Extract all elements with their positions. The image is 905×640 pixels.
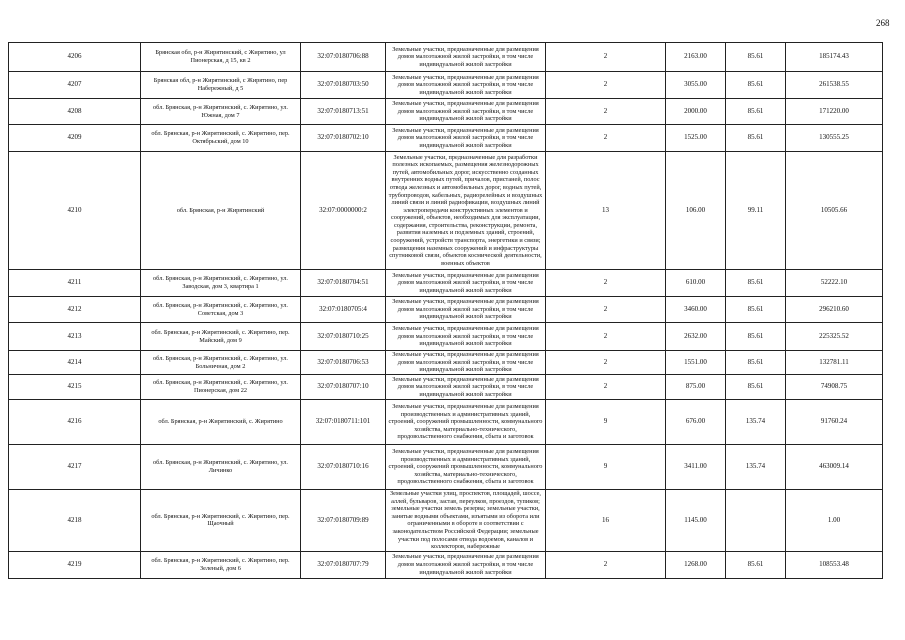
address-cell: обл. Брянская, р-н Жирятинский, с. Жирятино, пер. Октябрьский, дом 10 [141,125,301,152]
cadastral-number: 32:07:0000000:2 [301,152,386,270]
row-number: 4217 [9,445,141,490]
page-number: 268 [876,18,890,28]
table-row [9,445,883,490]
rate-value: 85.61 [726,297,786,323]
row-number: 4206 [9,43,141,72]
land-use-code: 2 [546,551,666,578]
area-value: 106.00 [666,152,726,270]
address-cell: обл. Брянская, р-н Жирятинский, с. Жирятино, ул. Личинко [141,445,301,490]
row-number: 4218 [9,490,141,552]
cadastral-value: 463009.14 [786,445,883,490]
rate-value: 135.74 [726,445,786,490]
land-use-code: 2 [546,125,666,152]
cadastral-number: 32:07:0180713:51 [301,99,386,125]
address-cell: обл. Брянская, р-н Жирятинский, с. Жирятино, ул. Заводская, дом 3, квартира 1 [141,270,301,297]
address-cell: обл. Брянская, р-н Жирятинский, с. Жирятино, пер. Зеленый, дом 6 [141,551,301,578]
rate-value: 85.61 [726,270,786,297]
land-use-description: Земельные участки, предназначенные для размещения домов малоэтажной жилой застройки, в том числе индивидуальной жилой застройки [386,551,546,578]
row-number: 4219 [9,551,141,578]
cadastral-number: 32:07:0180706:53 [301,351,386,375]
address-cell: обл. Брянская, р-н Жирятинский, с. Жирятино, ул. Южная, дом 7 [141,99,301,125]
rate-value: 85.61 [726,72,786,99]
area-value: 676.00 [666,400,726,445]
area-value: 2000.00 [666,99,726,125]
cadastral-number: 32:07:0180709:89 [301,490,386,552]
cadastral-number: 32:07:0180705:4 [301,297,386,323]
cadastral-number: 32:07:0180710:25 [301,323,386,351]
land-use-code: 16 [546,490,666,552]
cadastral-value: 261538.55 [786,72,883,99]
rate-value: 85.61 [726,375,786,400]
table-row [9,125,883,152]
area-value: 1145.00 [666,490,726,552]
cadastral-value: 108553.48 [786,551,883,578]
area-value: 1551.00 [666,351,726,375]
rate-value: 85.61 [726,323,786,351]
table-row [9,375,883,400]
area-value: 1525.00 [666,125,726,152]
table-row [9,99,883,125]
table-row [9,490,883,552]
land-use-description: Земельные участки, предназначенные для размещения домов малоэтажной жилой застройки, в том числе индивидуальной жилой застройки [386,270,546,297]
area-value: 3055.00 [666,72,726,99]
cadastral-number: 32:07:0180707:10 [301,375,386,400]
land-use-code: 2 [546,99,666,125]
cadastral-value: 296210.60 [786,297,883,323]
rate-value: 85.61 [726,551,786,578]
rate-value: 135.74 [726,400,786,445]
address-cell: обл. Брянская, р-н Жирятинский, с. Жирятино, пер. Щаочный [141,490,301,552]
cadastral-value: 1.00 [786,490,883,552]
rate-value [726,490,786,552]
cadastral-value: 132781.11 [786,351,883,375]
row-number: 4215 [9,375,141,400]
land-use-description: Земельные участки улиц, проспектов, площадей, шоссе, аллей, бульваров, застав, переулков, проездов, тупиков; земельные участки земель резерва; земельные участки, занятые водными объектами, изъятыми из оборота или ограниченными в обороте в соответствии с законодательством Российской Федерации; земельные участки под полосами отвода водоемов, каналов и коллекторов, набережные [386,490,546,552]
land-use-code: 2 [546,270,666,297]
land-use-code: 2 [546,297,666,323]
cadastral-value: 185174.43 [786,43,883,72]
table-row [9,323,883,351]
rate-value: 85.61 [726,43,786,72]
land-use-description: Земельные участки, предназначенные для размещения домов малоэтажной жилой застройки, в том числе индивидуальной жилой застройки [386,43,546,72]
table-row [9,551,883,578]
land-use-description: Земельные участки, предназначенные для размещения домов малоэтажной жилой застройки, в том числе индивидуальной жилой застройки [386,297,546,323]
cadastral-number: 32:07:0180711:101 [301,400,386,445]
land-use-description: Земельные участки, предназначенные для разработки полезных ископаемых, размещения железнодорожных путей, автомобильных дорог, искусственно созданных внутренних водных путей, причалов, пристаней, полос отвода железных и автомобильных дорог, водных путей, трубопроводов, кабельных, радиорелейных и воздушных линий связи и линий радиофикации, воздушных линий электропередачи конструктивных элементов и сооружений, объектов, необходимых для эксплуатации, содержания, строительства, реконструкции, ремонта, развития наземных и подземных зданий, строений, сооружений, устройств транспорта, энергетики и связи; размещения наземных сооружений и инфраструктуры спутниковой связи, объектов космической деятельности, военных объектов [386,152,546,270]
land-use-code: 13 [546,152,666,270]
cadastral-number: 32:07:0180707:79 [301,551,386,578]
land-use-description: Земельные участки, предназначенные для размещения домов малоэтажной жилой застройки, в том числе индивидуальной жилой застройки [386,375,546,400]
cadastral-value: 171220.00 [786,99,883,125]
address-cell: обл. Брянская, р-н Жирятинский, с. Жирятино, ул. Пионерская, дом 22 [141,375,301,400]
cadastral-number: 32:07:0180710:16 [301,445,386,490]
cadastral-value: 225325.52 [786,323,883,351]
cadastral-number: 32:07:0180706:88 [301,43,386,72]
area-value: 2632.00 [666,323,726,351]
table-row [9,297,883,323]
table-row [9,351,883,375]
area-value: 2163.00 [666,43,726,72]
area-value: 610.00 [666,270,726,297]
address-cell: обл. Брянская, р-н Жирятинский, с. Жирятино, пер. Майский, дом 9 [141,323,301,351]
land-use-code: 2 [546,351,666,375]
address-cell: Брянская обл, р-н Жирятинский, с Жирятино, ул Пионерская, д 15, кв 2 [141,43,301,72]
area-value: 1268.00 [666,551,726,578]
cadastral-value: 10505.66 [786,152,883,270]
cadastral-value: 52222.10 [786,270,883,297]
table-row [9,152,883,270]
row-number: 4210 [9,152,141,270]
land-use-description: Земельные участки, предназначенные для размещения домов малоэтажной жилой застройки, в том числе индивидуальной жилой застройки [386,323,546,351]
address-cell: обл. Брянская, р-н Жирятинский, с. Жирятино, ул. Советская, дом 3 [141,297,301,323]
land-use-code: 2 [546,375,666,400]
rate-value: 85.61 [726,125,786,152]
land-use-code: 2 [546,323,666,351]
rate-value: 85.61 [726,99,786,125]
address-cell: обл. Брянская, р-н Жирятинский, с. Жирятино [141,400,301,445]
cadastral-value: 130555.25 [786,125,883,152]
cadastral-number: 32:07:0180704:51 [301,270,386,297]
row-number: 4209 [9,125,141,152]
cadastral-number: 32:07:0180703:50 [301,72,386,99]
row-number: 4207 [9,72,141,99]
cadastral-number: 32:07:0180702:10 [301,125,386,152]
row-number: 4213 [9,323,141,351]
cadastral-value: 74908.75 [786,375,883,400]
row-number: 4208 [9,99,141,125]
area-value: 875.00 [666,375,726,400]
land-use-description: Земельные участки, предназначенные для размещения производственных и административных зданий, строений, сооружений промышленности, коммунального хозяйства, материально-технического, продовольственного снабжения, сбыта и заготовок [386,400,546,445]
land-use-description: Земельные участки, предназначенные для размещения производственных и административных зданий, строений, сооружений промышленности, коммунального хозяйства, материально-технического, продовольственного снабжения, сбыта и заготовок [386,445,546,490]
cadastral-value: 91760.24 [786,400,883,445]
table-row [9,43,883,72]
land-use-description: Земельные участки, предназначенные для размещения домов малоэтажной жилой застройки, в том числе индивидуальной жилой застройки [386,351,546,375]
land-registry-table [8,42,883,579]
land-use-code: 2 [546,72,666,99]
rate-value: 99.11 [726,152,786,270]
row-number: 4211 [9,270,141,297]
area-value: 3411.00 [666,445,726,490]
land-use-description: Земельные участки, предназначенные для размещения домов малоэтажной жилой застройки, в том числе индивидуальной жилой застройки [386,72,546,99]
land-use-code: 9 [546,400,666,445]
land-use-code: 2 [546,43,666,72]
row-number: 4212 [9,297,141,323]
address-cell: Брянская обл, р-н Жирятинский, с Жирятино, пер Набережный, д 5 [141,72,301,99]
land-use-description: Земельные участки, предназначенные для размещения домов малоэтажной жилой застройки, в том числе индивидуальной жилой застройки [386,99,546,125]
table-row [9,270,883,297]
address-cell: обл. Брянская, р-н Жирятинский, с. Жирятино, ул. Больничная, дом 2 [141,351,301,375]
rate-value: 85.61 [726,351,786,375]
address-cell: обл. Брянская, р-н Жирятинский [141,152,301,270]
table-row [9,400,883,445]
area-value: 3460.00 [666,297,726,323]
land-use-code: 9 [546,445,666,490]
table-row [9,72,883,99]
row-number: 4214 [9,351,141,375]
land-use-description: Земельные участки, предназначенные для размещения домов малоэтажной жилой застройки, в том числе индивидуальной жилой застройки [386,125,546,152]
row-number: 4216 [9,400,141,445]
